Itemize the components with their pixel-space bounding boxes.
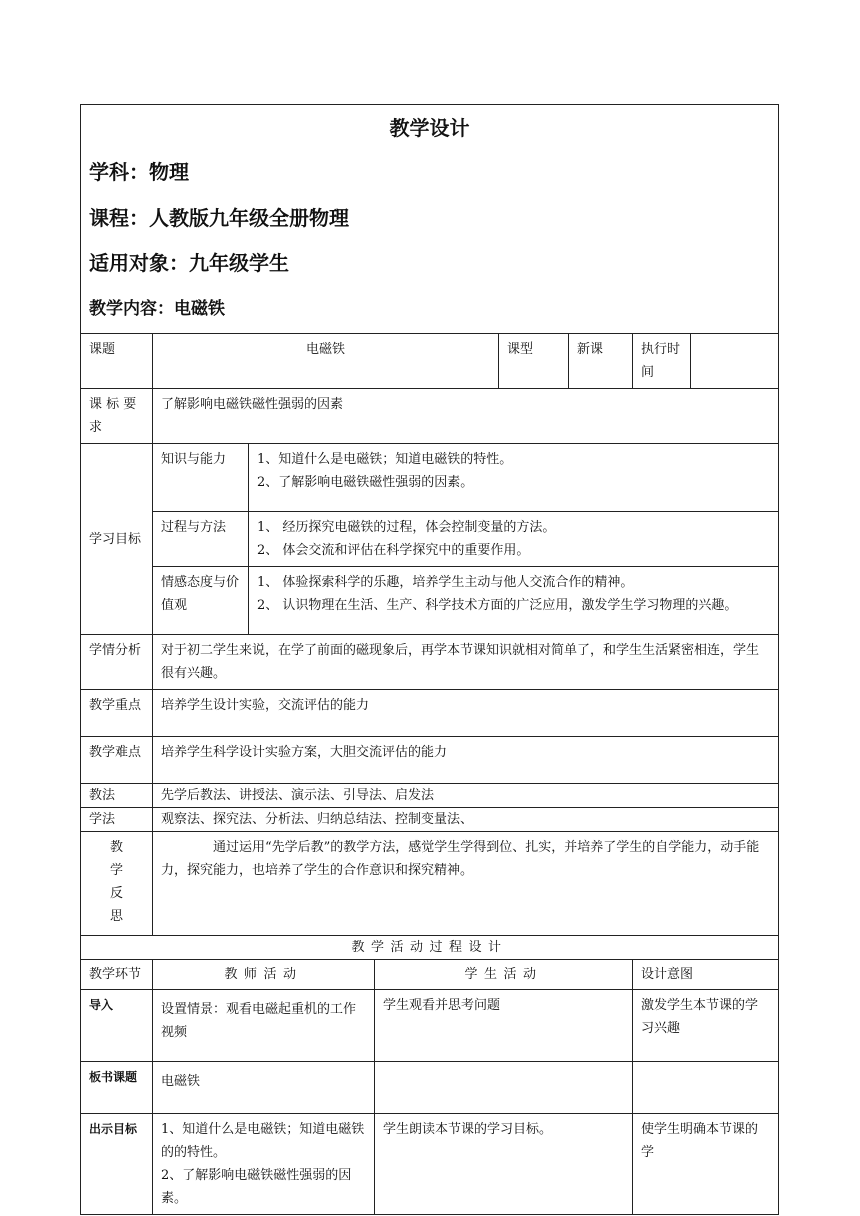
goals-label: 学习目标 <box>81 444 153 635</box>
difficulty-label: 教学难点 <box>81 737 153 784</box>
standard-text: 了解影响电磁铁磁性强弱的因素 <box>153 389 779 444</box>
document-header <box>81 105 779 334</box>
process-row-intent <box>633 1062 779 1114</box>
subject-line: 学科：物理 <box>89 160 189 184</box>
teaching-method-text: 先学后教法、讲授法、演示法、引导法、启发法 <box>153 784 779 808</box>
audience-line: 适用对象：九年级学生 <box>89 251 289 275</box>
topic-label: 课题 <box>81 334 153 389</box>
goal-process-item: 1、 经历探究电磁铁的过程，体会控制变量的方法。 <box>257 520 556 535</box>
process-row-student <box>375 1062 633 1114</box>
goal-process-items <box>249 512 779 567</box>
reflection-text: 通过运用“先学后教”的教学方法，感觉学生学得到位、扎实，并培养了学生的自学能力，动手能力，探究能力，也培养了学生的合作意识和探究精神。 <box>153 832 779 936</box>
lesson-plan-document <box>80 104 778 1215</box>
learning-method-text: 观察法、探究法、分析法、归纳总结法、控制变量法、 <box>153 808 779 832</box>
lesson-plan-table <box>80 104 779 1215</box>
key-point-text: 培养学生设计实验，交流评估的能力 <box>153 690 779 737</box>
goal-process-item: 2、 体会交流和评估在科学探究中的重要作用。 <box>257 543 530 558</box>
process-row-student: 学生观看并思考问题 <box>375 990 633 1062</box>
goal-emotion-item: 2、 认识物理在生活、生产、科学技术方面的广泛应用，激发学生学习物理的兴趣。 <box>257 598 738 613</box>
time-label: 执行时间 <box>633 334 691 389</box>
process-row-intent: 激发学生本节课的学习兴趣 <box>633 990 779 1062</box>
process-row-stage: 导入 <box>81 990 153 1062</box>
goal-knowledge-item: 1、知道什么是电磁铁；知道电磁铁的特性。 <box>257 452 513 467</box>
goal-process-name: 过程与方法 <box>153 512 249 567</box>
topic-value: 电磁铁 <box>153 334 499 389</box>
process-row-student: 学生朗读本节课的学习目标。 <box>375 1114 633 1215</box>
goal-emotion-name: 情感态度与价值观 <box>153 567 249 635</box>
goal-emotion-items <box>249 567 779 635</box>
analysis-label: 学情分析 <box>81 635 153 690</box>
reflection-label: 教学反思 <box>81 832 153 936</box>
type-label: 课型 <box>499 334 569 389</box>
course-line: 课程：人教版九年级全册物理 <box>89 206 349 230</box>
content-line: 教学内容：电磁铁 <box>89 299 225 319</box>
process-header-student: 学生活动 <box>375 960 633 990</box>
document-title: 教学设计 <box>389 116 470 140</box>
goal-knowledge-item: 2、了解影响电磁铁磁性强弱的因素。 <box>257 475 474 490</box>
process-section-title: 教学活动过程设计 <box>81 936 779 960</box>
analysis-text: 对于初二学生来说，在学了前面的磁现象后，再学本节课知识就相对简单了，和学生生活紧密相连，学生很有兴趣。 <box>153 635 779 690</box>
goal-knowledge-name: 知识与能力 <box>153 444 249 512</box>
process-row-teacher: 1、知道什么是电磁铁；知道电磁铁的的特性。 2、了解影响电磁铁磁性强弱的因素。 <box>153 1114 375 1215</box>
teaching-method-label: 教法 <box>81 784 153 808</box>
process-row-teacher: 电磁铁 <box>153 1062 375 1114</box>
process-header-stage: 教学环节 <box>81 960 153 990</box>
process-header-teacher: 教师活动 <box>153 960 375 990</box>
goal-knowledge-items <box>249 444 779 512</box>
time-value <box>691 334 779 389</box>
key-point-label: 教学重点 <box>81 690 153 737</box>
learning-method-label: 学法 <box>81 808 153 832</box>
process-row-stage: 板书课题 <box>81 1062 153 1114</box>
goal-emotion-item: 1、 体验探索科学的乐趣，培养学生主动与他人交流合作的精神。 <box>257 575 634 590</box>
process-row-intent: 使学生明确本节课的学 <box>633 1114 779 1215</box>
process-row-stage: 出示目标 <box>81 1114 153 1215</box>
standard-label: 课 标 要求 <box>81 389 153 444</box>
type-value: 新课 <box>569 334 633 389</box>
difficulty-text: 培养学生科学设计实验方案，大胆交流评估的能力 <box>153 737 779 784</box>
process-row-teacher: 设置情景：观看电磁起重机的工作视频 <box>153 990 375 1062</box>
process-header-intent: 设计意图 <box>633 960 779 990</box>
